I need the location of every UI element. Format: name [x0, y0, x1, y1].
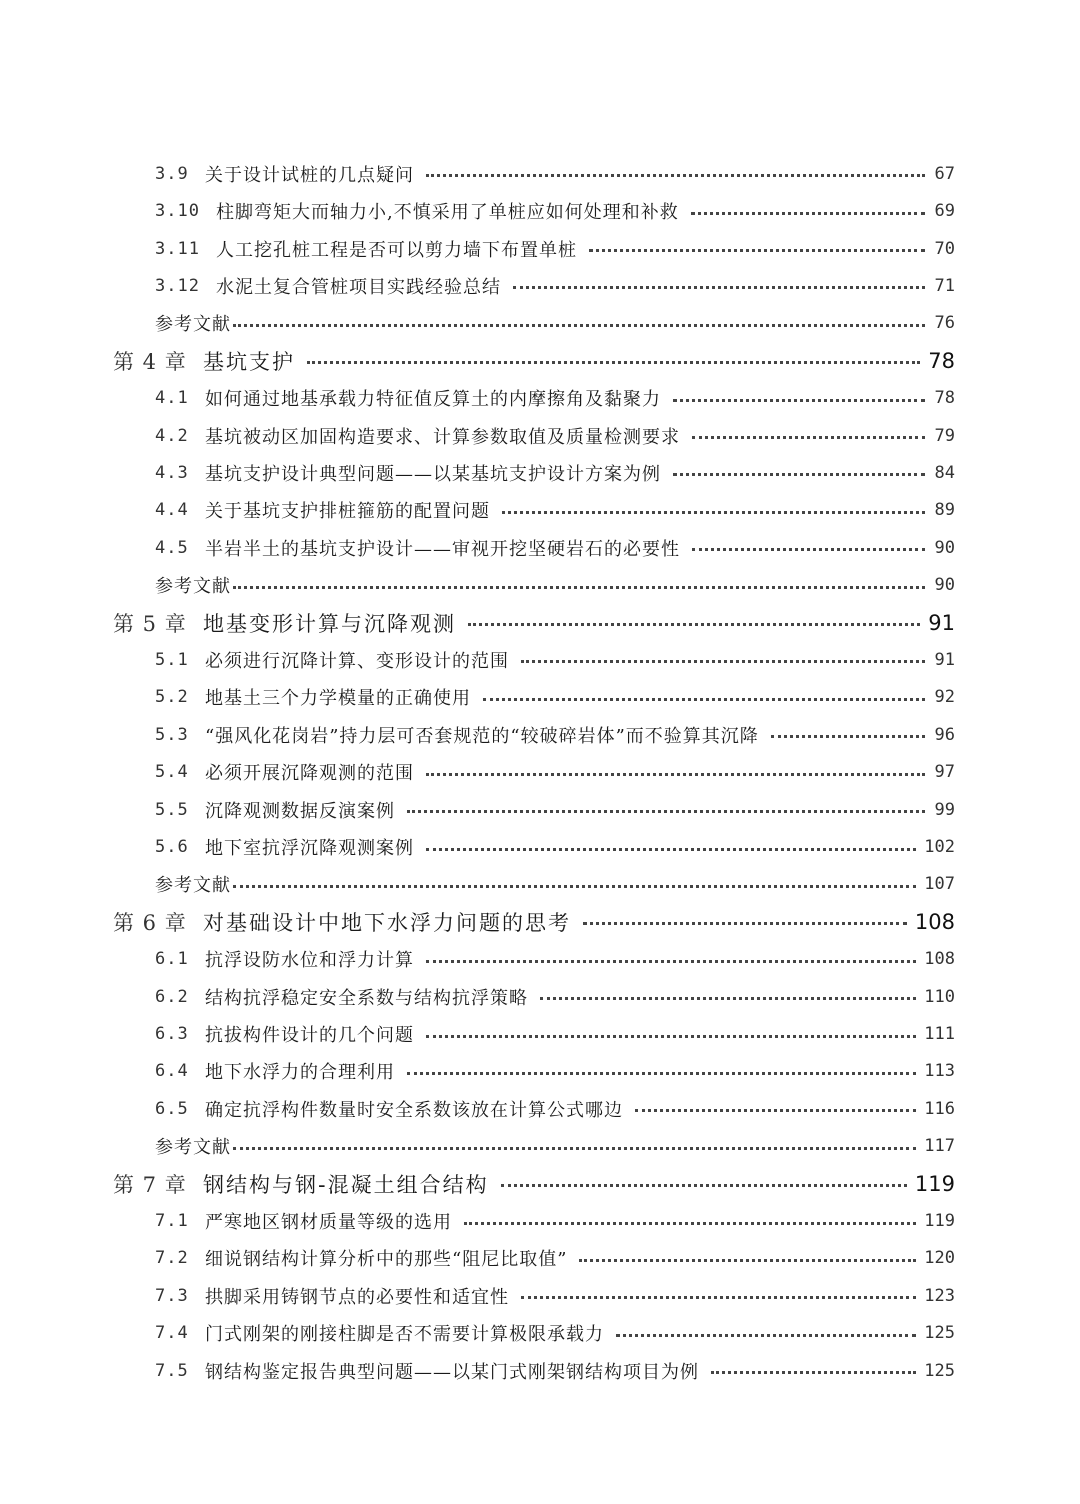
toc-entry-title: 参考文献 — [155, 314, 231, 336]
toc-page-number: 102 — [924, 837, 955, 858]
toc-section-entry[interactable] — [0, 155, 1080, 192]
toc-page-number: 120 — [924, 1248, 955, 1269]
toc-page-number: 78 — [934, 388, 955, 409]
toc-page-number: 125 — [924, 1360, 955, 1381]
toc-section-entry[interactable] — [0, 1277, 1080, 1314]
toc-page-number: 110 — [924, 986, 955, 1007]
toc-references-entry[interactable] — [0, 866, 1080, 903]
toc-entry-number: 7.2 — [155, 1248, 189, 1269]
dot-leader — [635, 1109, 916, 1112]
toc-section-entry[interactable] — [0, 1090, 1080, 1127]
dot-leader — [464, 1222, 916, 1225]
toc-page-number: 76 — [934, 313, 955, 334]
toc-page-number: 119 — [924, 1211, 955, 1232]
toc-entry-title: 必须开展沉降观测的范围 — [205, 763, 414, 785]
toc-page-number: 92 — [934, 687, 955, 708]
toc-page-number: 108 — [924, 949, 955, 970]
toc-entry-number: 7.5 — [155, 1360, 189, 1381]
dot-leader — [589, 249, 925, 252]
table-of-contents — [0, 155, 1080, 1389]
toc-entry-title: 抗拔构件设计的几个问题 — [205, 1025, 414, 1047]
toc-entry-number: 5.5 — [155, 799, 189, 820]
toc-section-entry[interactable] — [0, 828, 1080, 865]
toc-section-entry[interactable] — [0, 641, 1080, 678]
toc-page-number: 67 — [934, 163, 955, 184]
toc-entry-title: 抗浮设防水位和浮力计算 — [205, 950, 414, 972]
toc-entry-number: 6.1 — [155, 949, 189, 970]
toc-entry-title: 地下室抗浮沉降观测案例 — [205, 838, 414, 860]
toc-entry-number: 第 4 章 — [113, 349, 187, 374]
toc-page-number: 90 — [934, 575, 955, 596]
toc-page-number: 117 — [924, 1136, 955, 1157]
toc-entry-title: 柱脚弯矩大而轴力小,不慎采用了单桩应如何处理和补救 — [216, 202, 679, 224]
toc-entry-number: 6.4 — [155, 1061, 189, 1082]
toc-entry-number: 5.6 — [155, 837, 189, 858]
dot-leader — [426, 773, 925, 776]
toc-entry-number: 4.1 — [155, 388, 189, 409]
toc-entry-title: 地基变形计算与沉降观测 — [203, 611, 456, 636]
toc-entry-title: 地基土三个力学模量的正确使用 — [205, 688, 471, 710]
toc-section-entry[interactable] — [0, 417, 1080, 454]
toc-references-entry[interactable] — [0, 305, 1080, 342]
toc-entry-number: 第 6 章 — [113, 910, 187, 935]
dot-leader — [407, 1072, 916, 1075]
toc-entry-title: 参考文献 — [155, 875, 231, 897]
dot-leader — [579, 1259, 916, 1262]
toc-section-entry[interactable] — [0, 529, 1080, 566]
toc-entry-number: 7.3 — [155, 1285, 189, 1306]
toc-section-entry[interactable] — [0, 716, 1080, 753]
toc-entry-number: 3.11 — [155, 238, 200, 259]
toc-page-number: 79 — [934, 425, 955, 446]
toc-entry-title: 严寒地区钢材质量等级的选用 — [205, 1212, 452, 1234]
toc-entry-number: 6.3 — [155, 1024, 189, 1045]
toc-section-entry[interactable] — [0, 267, 1080, 304]
toc-entry-title: 门式刚架的刚接柱脚是否不需要计算极限承载力 — [205, 1324, 604, 1346]
dot-leader — [616, 1334, 916, 1337]
toc-page-number: 70 — [934, 238, 955, 259]
toc-entry-number: 3.9 — [155, 163, 189, 184]
dot-leader — [233, 324, 925, 327]
toc-entry-title: 关于设计试桩的几点疑问 — [205, 164, 414, 186]
toc-section-entry[interactable] — [0, 1352, 1080, 1389]
toc-entry-number: 4.4 — [155, 500, 189, 521]
toc-section-entry[interactable] — [0, 679, 1080, 716]
toc-page-number: 97 — [934, 762, 955, 783]
toc-chapter-entry[interactable] — [0, 1165, 1080, 1202]
toc-entry-title: 基坑被动区加固构造要求、计算参数取值及质量检测要求 — [205, 426, 680, 448]
dot-leader — [426, 848, 916, 851]
toc-entry-number: 3.10 — [155, 201, 200, 222]
toc-page-number: 108 — [914, 909, 955, 934]
toc-page-number: 119 — [914, 1171, 955, 1196]
toc-entry-title: “强风化花岗岩”持力层可否套规范的“较破碎岩体”而不验算其沉降 — [205, 725, 759, 747]
dot-leader — [711, 1371, 916, 1374]
dot-leader — [307, 361, 920, 364]
toc-section-entry[interactable] — [0, 379, 1080, 416]
toc-entry-title: 必须进行沉降计算、变形设计的范围 — [205, 650, 509, 672]
toc-page-number: 78 — [928, 348, 955, 373]
toc-entry-title: 如何通过地基承载力特征值反算土的内摩擦角及黏聚力 — [205, 389, 661, 411]
dot-leader — [501, 1184, 907, 1187]
dot-leader — [692, 436, 925, 439]
toc-section-entry[interactable] — [0, 1240, 1080, 1277]
toc-section-entry[interactable] — [0, 791, 1080, 828]
toc-section-entry[interactable] — [0, 1202, 1080, 1239]
toc-entry-title: 结构抗浮稳定安全系数与结构抗浮策略 — [205, 987, 528, 1009]
toc-page-number: 99 — [934, 799, 955, 820]
dot-leader — [691, 212, 925, 215]
dot-leader — [513, 286, 925, 289]
toc-entry-title: 细说钢结构计算分析中的那些“阻尼比取值” — [205, 1249, 568, 1271]
toc-entry-title: 人工挖孔桩工程是否可以剪力墙下布置单桩 — [216, 239, 577, 261]
dot-leader — [233, 586, 925, 589]
dot-leader — [692, 548, 925, 551]
toc-section-entry[interactable] — [0, 454, 1080, 491]
dot-leader — [426, 1035, 916, 1038]
dot-leader — [483, 698, 925, 701]
toc-entry-number: 5.2 — [155, 687, 189, 708]
toc-section-entry[interactable] — [0, 754, 1080, 791]
toc-page-number: 123 — [924, 1285, 955, 1306]
toc-section-entry[interactable] — [0, 1015, 1080, 1052]
toc-entry-title: 钢结构与钢-混凝土组合结构 — [203, 1172, 489, 1197]
toc-references-entry[interactable] — [0, 566, 1080, 603]
dot-leader — [502, 511, 925, 514]
toc-page-number: 113 — [924, 1061, 955, 1082]
toc-entry-number: 5.4 — [155, 762, 189, 783]
dot-leader — [426, 960, 916, 963]
dot-leader — [233, 1147, 916, 1150]
dot-leader — [583, 922, 907, 925]
dot-leader — [521, 1296, 916, 1299]
toc-entry-number: 7.4 — [155, 1323, 189, 1344]
toc-section-entry[interactable] — [0, 941, 1080, 978]
toc-chapter-entry[interactable] — [0, 604, 1080, 641]
toc-entry-number: 第 5 章 — [113, 611, 187, 636]
toc-page-number: 71 — [934, 275, 955, 296]
dot-leader — [468, 623, 920, 626]
toc-entry-number: 7.1 — [155, 1211, 189, 1232]
dot-leader — [521, 660, 925, 663]
toc-entry-title: 确定抗浮构件数量时安全系数该放在计算公式哪边 — [205, 1099, 623, 1121]
toc-page-number: 91 — [934, 649, 955, 670]
toc-page-number: 84 — [934, 462, 955, 483]
toc-entry-title: 钢结构鉴定报告典型问题——以某门式刚架钢结构项目为例 — [205, 1361, 699, 1383]
dot-leader — [673, 399, 925, 402]
dot-leader — [673, 473, 925, 476]
toc-page-number: 69 — [934, 201, 955, 222]
dot-leader — [771, 735, 925, 738]
toc-page-number: 107 — [924, 874, 955, 895]
toc-entry-title: 沉降观测数据反演案例 — [205, 800, 395, 822]
dot-leader — [426, 174, 925, 177]
toc-page-number: 111 — [924, 1024, 955, 1045]
toc-section-entry[interactable] — [0, 1053, 1080, 1090]
toc-entry-number: 5.1 — [155, 649, 189, 670]
toc-section-entry[interactable] — [0, 230, 1080, 267]
toc-entry-title: 水泥土复合管桩项目实践经验总结 — [216, 276, 501, 298]
toc-entry-title: 对基础设计中地下水浮力问题的思考 — [203, 910, 571, 935]
toc-entry-title: 地下水浮力的合理利用 — [205, 1062, 395, 1084]
toc-entry-title: 半岩半土的基坑支护设计——审视开挖坚硬岩石的必要性 — [205, 538, 680, 560]
toc-section-entry[interactable] — [0, 492, 1080, 529]
toc-page-number: 96 — [934, 724, 955, 745]
toc-page-number: 125 — [924, 1323, 955, 1344]
toc-entry-number: 4.3 — [155, 462, 189, 483]
toc-entry-title: 基坑支护 — [203, 349, 295, 374]
toc-entry-number: 6.2 — [155, 986, 189, 1007]
toc-entry-number: 3.12 — [155, 275, 200, 296]
toc-section-entry[interactable] — [0, 1315, 1080, 1352]
toc-chapter-entry[interactable] — [0, 342, 1080, 379]
toc-section-entry[interactable] — [0, 978, 1080, 1015]
toc-chapter-entry[interactable] — [0, 903, 1080, 940]
toc-entry-title: 参考文献 — [155, 576, 231, 598]
dot-leader — [233, 885, 916, 888]
toc-entry-number: 4.2 — [155, 425, 189, 446]
toc-page-number: 116 — [924, 1098, 955, 1119]
toc-section-entry[interactable] — [0, 192, 1080, 229]
toc-entry-number: 4.5 — [155, 537, 189, 558]
toc-entry-title: 参考文献 — [155, 1137, 231, 1159]
toc-entry-title: 拱脚采用铸钢节点的必要性和适宜性 — [205, 1286, 509, 1308]
toc-page-number: 90 — [934, 537, 955, 558]
dot-leader — [407, 810, 925, 813]
toc-entry-title: 关于基坑支护排桩箍筋的配置问题 — [205, 501, 490, 523]
toc-page-number: 91 — [928, 610, 955, 635]
toc-page-number: 89 — [934, 500, 955, 521]
toc-entry-number: 5.3 — [155, 724, 189, 745]
toc-entry-number: 6.5 — [155, 1098, 189, 1119]
toc-entry-title: 基坑支护设计典型问题——以某基坑支护设计方案为例 — [205, 463, 661, 485]
dot-leader — [540, 997, 916, 1000]
toc-references-entry[interactable] — [0, 1128, 1080, 1165]
toc-entry-number: 第 7 章 — [113, 1172, 187, 1197]
